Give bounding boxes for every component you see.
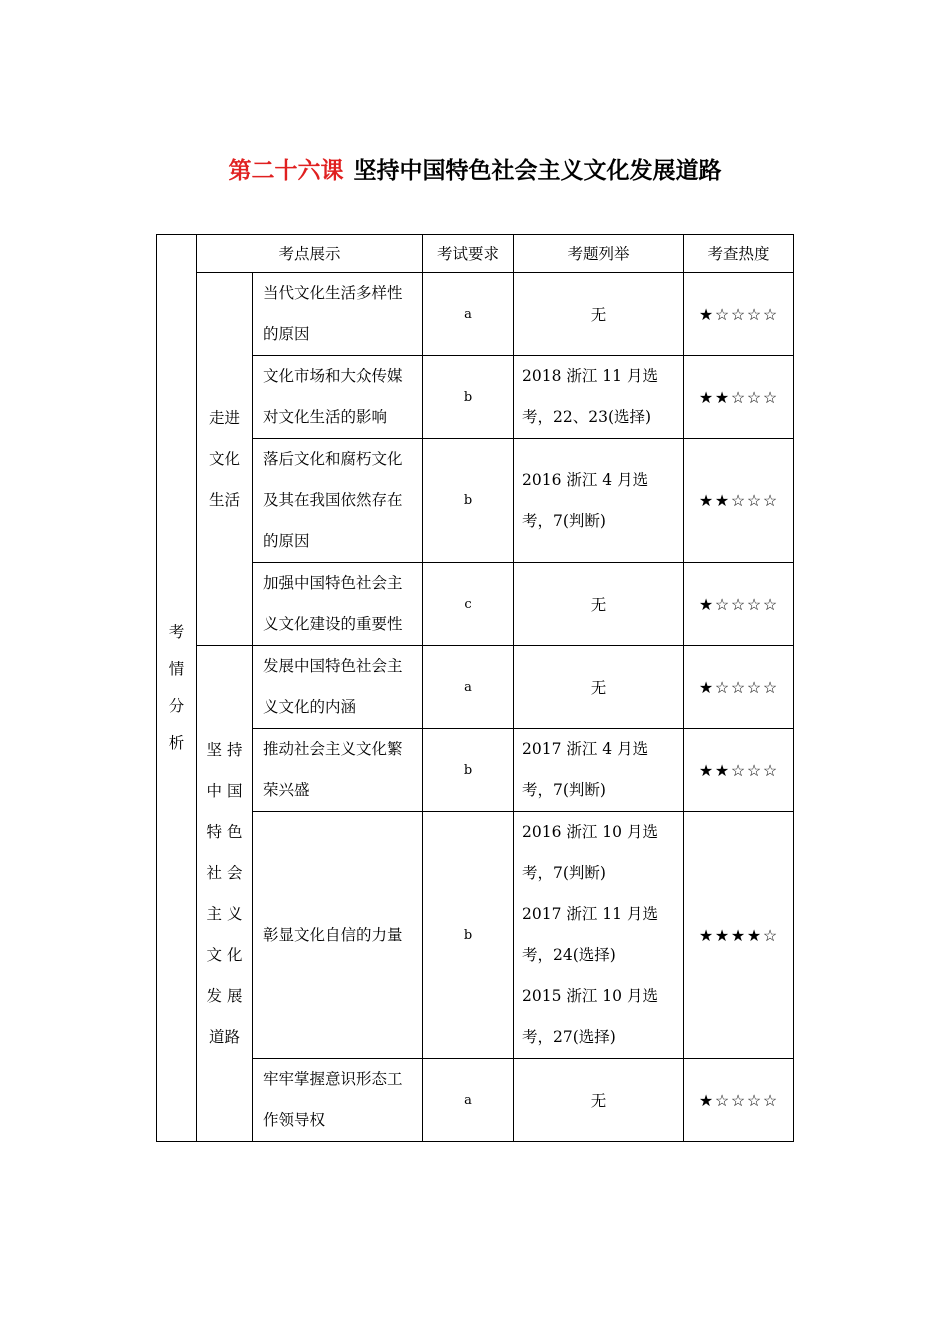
category-cell	[197, 646, 253, 1142]
star-empty-icon: ☆	[746, 387, 763, 407]
requirement-cell: b	[423, 356, 514, 439]
requirement-cell: b	[423, 812, 514, 1059]
star-filled-icon: ★	[730, 925, 747, 945]
star-empty-icon: ☆	[730, 594, 747, 614]
topic-cell: 牢牢掌握意识形态工 作领导权	[253, 1059, 423, 1142]
examples-cell: 无	[514, 1059, 684, 1142]
star-empty-icon: ☆	[762, 491, 779, 510]
examples-cell: 无	[514, 646, 684, 729]
heat-rating	[684, 356, 794, 439]
requirement-cell: c	[423, 563, 514, 646]
lesson-title: 坚持中国特色社会主义文化发展道路	[353, 158, 722, 184]
requirement-cell: a	[423, 646, 514, 729]
page-title	[0, 154, 950, 188]
examples-cell: 无	[514, 563, 684, 646]
star-empty-icon: ☆	[730, 304, 747, 324]
star-empty-icon: ☆	[762, 760, 779, 780]
category-label: 走进 文化 生活	[208, 408, 240, 509]
topic-cell: 推动社会主义文化繁 荣兴盛	[253, 729, 423, 812]
star-filled-icon: ★	[714, 925, 731, 945]
heat-rating	[684, 439, 794, 563]
topic-cell: 当代文化生活多样性 的原因	[253, 273, 423, 356]
category-cell	[197, 273, 253, 646]
table-row	[157, 356, 794, 439]
star-empty-icon: ☆	[762, 1090, 779, 1110]
star-filled-icon: ★	[714, 491, 731, 510]
analysis-table	[156, 234, 794, 1142]
star-filled-icon: ★	[698, 925, 715, 945]
star-empty-icon: ☆	[746, 491, 763, 510]
star-filled-icon: ★	[698, 677, 715, 697]
side-label: 考 情 分 析	[168, 623, 185, 752]
star-empty-icon: ☆	[730, 760, 747, 780]
table-row	[157, 273, 794, 356]
topic-cell: 发展中国特色社会主 义文化的内涵	[253, 646, 423, 729]
header-heat: 考查热度	[684, 235, 794, 273]
examples-cell: 2018 浙江 11 月选 考，22、23(选择)	[514, 356, 684, 439]
table-row	[157, 729, 794, 812]
requirement-cell: b	[423, 729, 514, 812]
star-empty-icon: ☆	[746, 677, 763, 697]
star-filled-icon: ★	[698, 491, 715, 510]
star-empty-icon: ☆	[730, 1090, 747, 1110]
star-filled-icon: ★	[698, 387, 715, 407]
requirement-cell: a	[423, 1059, 514, 1142]
star-empty-icon: ☆	[762, 304, 779, 324]
header-requirement: 考试要求	[423, 235, 514, 273]
star-filled-icon: ★	[698, 594, 715, 614]
star-empty-icon: ☆	[714, 677, 731, 697]
heat-rating	[684, 273, 794, 356]
table-row	[157, 646, 794, 729]
star-empty-icon: ☆	[762, 925, 779, 945]
requirement-cell: b	[423, 439, 514, 563]
heat-rating	[684, 646, 794, 729]
header-examples: 考题列举	[514, 235, 684, 273]
star-empty-icon: ☆	[762, 387, 779, 407]
star-filled-icon: ★	[714, 760, 731, 780]
star-filled-icon: ★	[746, 925, 763, 945]
examples-cell: 2016 浙江 4 月选 考，7(判断)	[514, 439, 684, 563]
star-empty-icon: ☆	[762, 677, 779, 697]
star-filled-icon: ★	[698, 1090, 715, 1110]
star-empty-icon: ☆	[714, 304, 731, 324]
star-empty-icon: ☆	[714, 1090, 731, 1110]
star-filled-icon: ★	[698, 760, 715, 780]
star-filled-icon: ★	[698, 304, 715, 324]
topic-cell: 落后文化和腐朽文化 及其在我国依然存在 的原因	[253, 439, 423, 563]
star-empty-icon: ☆	[730, 387, 747, 407]
header-topic: 考点展示	[197, 235, 423, 273]
topic-cell: 加强中国特色社会主 义文化建设的重要性	[253, 563, 423, 646]
requirement-cell: a	[423, 273, 514, 356]
heat-rating	[684, 1059, 794, 1142]
table-row	[157, 1059, 794, 1142]
examples-cell: 2017 浙江 4 月选 考，7(判断)	[514, 729, 684, 812]
lesson-number: 第二十六课	[228, 158, 344, 184]
table-row	[157, 439, 794, 563]
category-label: 坚 持 中 国 特 色 社 会 主 义 文 化 发 展 道路	[206, 740, 243, 1046]
star-empty-icon: ☆	[746, 594, 763, 614]
topic-cell: 文化市场和大众传媒 对文化生活的影响	[253, 356, 423, 439]
topic-cell: 彰显文化自信的力量	[253, 812, 423, 1059]
star-empty-icon: ☆	[746, 760, 763, 780]
table-row	[157, 563, 794, 646]
star-empty-icon: ☆	[730, 677, 747, 697]
star-empty-icon: ☆	[714, 594, 731, 614]
star-empty-icon: ☆	[762, 594, 779, 614]
star-empty-icon: ☆	[746, 304, 763, 324]
examples-cell: 2016 浙江 10 月选 考，7(判断) 2017 浙江 11 月选 考，24(选择) 2015 浙江 10 月选 考，27(选择)	[514, 812, 684, 1059]
star-empty-icon: ☆	[746, 1090, 763, 1110]
heat-rating	[684, 812, 794, 1059]
table-row	[157, 812, 794, 1059]
heat-rating	[684, 729, 794, 812]
side-label-cell	[157, 235, 197, 1142]
star-filled-icon: ★	[714, 387, 731, 407]
heat-rating	[684, 563, 794, 646]
examples-cell: 无	[514, 273, 684, 356]
star-empty-icon: ☆	[730, 491, 747, 510]
